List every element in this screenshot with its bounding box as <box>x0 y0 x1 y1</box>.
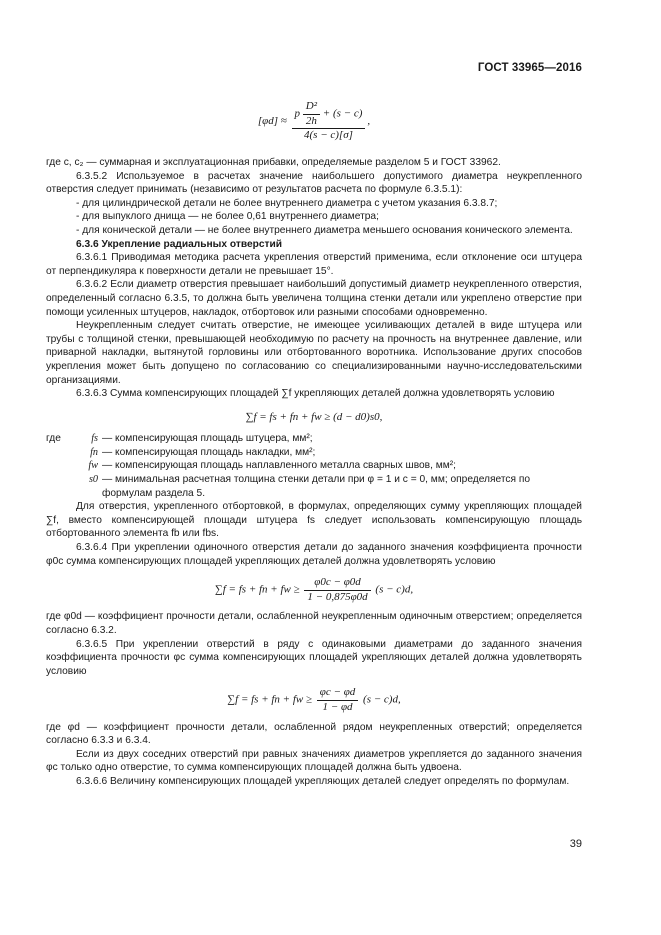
formula-lhs: [φd] ≈ <box>257 114 287 127</box>
formula-fraction <box>292 100 366 143</box>
where-symbol: s0 <box>88 474 98 486</box>
list-item: - для цилиндрической детали не более внутреннего диаметра с учетом указания 6.3.8.7; <box>76 197 498 209</box>
where-lead <box>46 446 74 460</box>
where-lead: где <box>46 433 61 445</box>
where-symbol: fn <box>90 446 98 458</box>
formula-num-b: + (s − c) <box>322 107 363 120</box>
paragraph-phi-0d: где φ0d — коэффициент прочности детали, ослабленной неукрепленным одиночным отверстием; определяется согласно 6.3.2. <box>46 611 582 636</box>
where-symbol: fs <box>91 433 98 445</box>
where-row <box>46 459 582 473</box>
formula-lhs: ∑f = fs + fn + fw ≥ <box>214 583 300 596</box>
formula-rhs: (s − c)d, <box>375 583 414 596</box>
formula-single-hole <box>46 576 582 604</box>
body-text <box>46 94 582 789</box>
formula-phi-d <box>46 100 582 148</box>
where-text: — компенсирующая площадь штуцера, мм²; <box>102 433 313 445</box>
formula-num: φ0c − φ0d <box>304 576 370 591</box>
paragraph-phi-d: где φd — коэффициент прочности детали, ослабленной рядом неукрепленных отверстий; определяется согласно 6.3.3 и 6.3.4. <box>46 721 582 747</box>
section-title-6-3-6: 6.3.6 Укрепление радиальных отверстий <box>76 238 283 250</box>
paragraph-unreinforced: Неукрепленным следует считать отверстие, не имеющее усиливающих деталей в виде штуцера или трубы с толщиной стенки, превышающей необходимую по расчету на прочность на внутреннее давление, или приварной накладки, вытянутой горловины или отбортованного воротника. Использование других способов укрепления может быть допущено по согласованию со специализированными научно-исследовательскими организациями. <box>46 320 582 386</box>
where-text: — компенсирующая площадь наплавленного металла сварных швов, мм²; <box>102 460 456 472</box>
formula-fraction <box>317 686 358 714</box>
paragraph-flanged: Для отверстия, укрепленного отбортовкой, в формулах, определяющих сумму укрепляющих площадей ∑f, вместо компенсирующей площади штуцера fs следует использовать компенсирующую площадь отбортованного элемента fb или fbs. <box>46 501 582 540</box>
paragraph-6-3-6-1: 6.3.6.1 Приводимая методика расчета укрепления отверстий применима, если отклонение оси штуцера от перпендикуляра к поверхности детали не превышает 15°. <box>46 252 582 277</box>
where-lead <box>46 459 74 473</box>
formula-den: 1 − 0,875φ0d <box>307 590 368 603</box>
where-symbol: fw <box>88 460 98 472</box>
where-row <box>46 473 582 500</box>
paragraph-6-3-6-3: 6.3.6.3 Сумма компенсирующих площадей ∑f укрепляющих деталей должна удовлетворять условию <box>76 388 555 400</box>
paragraph-6-3-5-2: 6.3.5.2 Используемое в расчетах значение наибольшего допустимого диаметра неукрепленного отверстия следует принимать (независимо от результатов расчета по формуле 6.3.5.1): <box>46 170 582 196</box>
paragraph-6-3-6-5: 6.3.6.5 При укреплении отверстий в ряду с одинаковыми диаметрами до заданного значения коэффициента прочности φc сумма компенсирующих площадей укрепляющих деталей должна удовлетворять условию <box>46 638 582 677</box>
inner-num: D² <box>303 100 320 115</box>
formula-tail: , <box>367 114 371 127</box>
paragraph-6-3-6-4: 6.3.6.4 При укреплении одиночного отверстия детали до заданного значения коэффициента прочности φ0c сумма компенсирующих площадей укрепляющих деталей должна удовлетворять условию <box>46 542 582 567</box>
list-item: - для выпуклого днища — не более 0,61 внутреннего диаметра; <box>76 211 379 223</box>
where-list <box>46 432 582 500</box>
list-item: - для конической детали — не более внутреннего диаметра меньшего основания конического элемента. <box>76 224 573 236</box>
formula-num-p: p <box>294 107 301 120</box>
page-number: 39 <box>569 838 582 850</box>
paragraph-adjacent-holes: Если из двух соседних отверстий при равных значениях диаметров укрепляется до заданного значения φc только одно отверстие, то сумма компенсирующих площадей должна быть удвоена. <box>46 748 582 774</box>
where-text: — компенсирующая площадь накладки, мм²; <box>102 446 316 458</box>
inner-fraction <box>303 100 320 128</box>
where-row <box>46 446 582 460</box>
where-lead <box>46 473 74 500</box>
where-row <box>46 432 582 446</box>
formula-row-holes <box>46 686 582 714</box>
standard-header: ГОСТ 33965—2016 <box>477 62 582 74</box>
paragraph-6-3-6-6: 6.3.6.6 Величину компенсирующих площадей укрепляющих деталей следует определять по формулам. <box>76 775 570 787</box>
paragraph-6-3-6-2: 6.3.6.2 Если диаметр отверстия превышает наибольший допустимый диаметр неукрепленного отверстия, определенный согласно 6.3.5, то должна быть увеличена толщина стенки детали или укреплено отверстие при помощи усиленных штуцеров, накладок, отбортовок или разными способами одновременно. <box>46 279 582 318</box>
formula-rhs: (s − c)d, <box>363 694 401 706</box>
formula-fraction <box>304 576 370 604</box>
inner-den: 2h <box>305 114 317 127</box>
formula-den: 4(s − c)[σ] <box>304 129 353 142</box>
formula-num: φc − φd <box>317 686 358 701</box>
paragraph-allowances: где c, c₂ — суммарная и эксплуатационная прибавки, определяемые разделом 5 и ГОСТ 33962. <box>46 157 501 168</box>
formula-sum-f: ∑f = fs + fn + fw ≥ (d − d0)s0, <box>245 410 383 423</box>
formula-den: 1 − φd <box>322 700 353 713</box>
formula-lhs: ∑f = fs + fn + fw ≥ <box>227 694 313 706</box>
where-text: — минимальная расчетная толщина стенки детали при φ = 1 и c = 0, мм; определяется по формулам раздела 5. <box>102 474 531 499</box>
